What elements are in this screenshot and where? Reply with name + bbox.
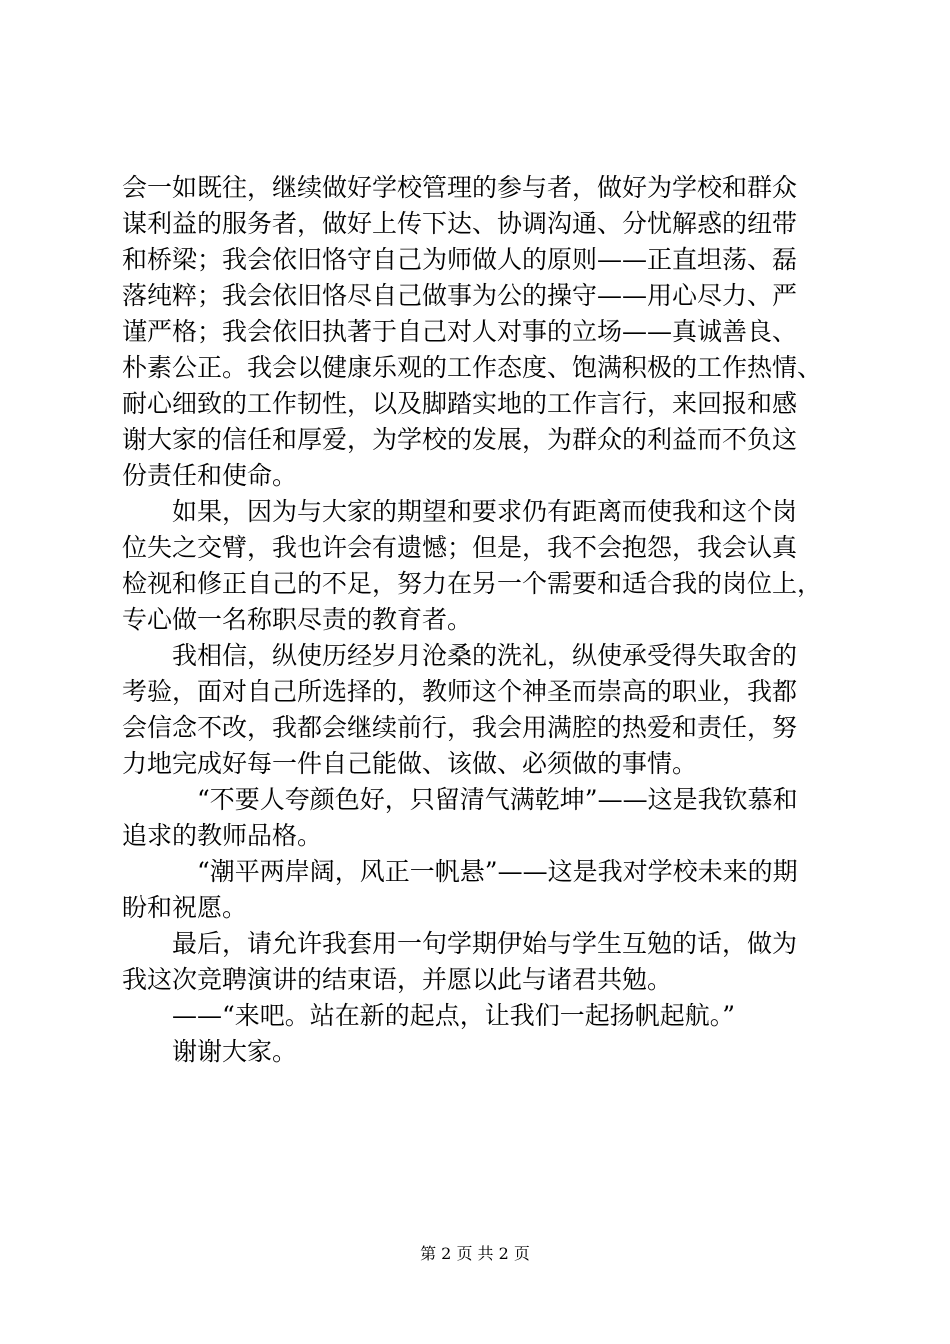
text-line: “潮平两岸阔，风正一帆悬”——这是我对学校未来的期	[122, 857, 798, 886]
text-line: 朴素公正。我会以健康乐观的工作态度、饱满积极的工作热情、	[122, 353, 823, 382]
text-line: 力地完成好每一件自己能做、该做、必须做的事情。	[122, 749, 698, 778]
text-line: 谢谢大家。	[122, 1037, 298, 1066]
text-line: ——“来吧。站在新的起点，让我们一起扬帆起航。”	[122, 1001, 736, 1030]
text-line: “不要人夸颜色好，只留清气满乾坤”——这是我钦慕和	[122, 785, 798, 814]
text-line: 谨严格；我会依旧执著于自己对人对事的立场——真诚善良、	[122, 317, 798, 346]
text-line: 如果，因为与大家的期望和要求仍有距离而使我和这个岗	[122, 497, 798, 526]
text-line: 追求的教师品格。	[122, 821, 323, 850]
document-body	[122, 170, 852, 1070]
text-line: 谋利益的服务者，做好上传下达、协调沟通、分忧解惑的纽带	[122, 209, 798, 238]
text-line: 我相信，纵使历经岁月沧桑的洗礼，纵使承受得失取舍的	[122, 641, 798, 670]
text-line: 落纯粹；我会依旧恪尽自己做事为公的操守——用心尽力、严	[122, 281, 798, 310]
text-line: 我这次竞聘演讲的结束语，并愿以此与诸君共勉。	[122, 965, 673, 994]
text-line: 最后，请允许我套用一句学期伊始与学生互勉的话，做为	[122, 929, 798, 958]
text-line: 份责任和使命。	[122, 461, 298, 490]
text-line: 谢大家的信任和厚爱，为学校的发展，为群众的利益而不负这	[122, 425, 798, 454]
text-line: 会信念不改，我都会继续前行，我会用满腔的热爱和责任，努	[122, 713, 798, 742]
text-line: 会一如既往，继续做好学校管理的参与者，做好为学校和群众	[122, 173, 798, 202]
text-line: 位失之交臂，我也许会有遗憾；但是，我不会抱怨，我会认真	[122, 533, 798, 562]
text-line: 专心做一名称职尽责的教育者。	[122, 605, 473, 634]
text-line: 考验，面对自己所选择的，教师这个神圣而崇高的职业，我都	[122, 677, 798, 706]
text-line: 盼和祝愿。	[122, 893, 248, 922]
text-line: 检视和修正自己的不足，努力在另一个需要和适合我的岗位上，	[122, 569, 823, 598]
text-line: 和桥梁；我会依旧恪守自己为师做人的原则——正直坦荡、磊	[122, 245, 798, 274]
text-line: 耐心细致的工作韧性，以及脚踏实地的工作言行，来回报和感	[122, 389, 798, 418]
page-number-footer: 第 2 页 共 2 页	[420, 1244, 530, 1263]
